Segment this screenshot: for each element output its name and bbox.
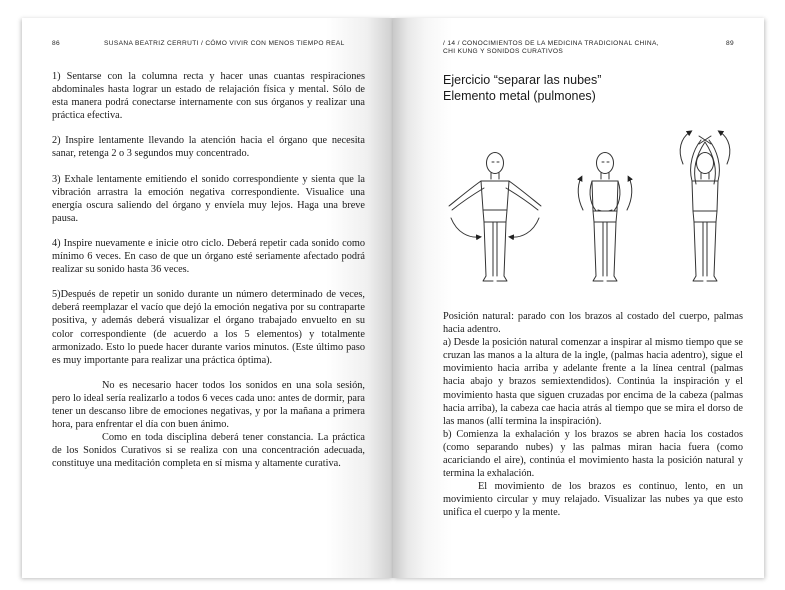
right-body-text xyxy=(443,310,743,520)
left-page xyxy=(22,18,393,578)
step-3-paragraph: 3) Exhale lentamente emitiendo el sonido correspondiente y sienta que la vibración arrastra la emoción negativa correspondiente. Visualice una energía oscura saliendo del órgano y envíela muy lejos. Haga una breve pausa. xyxy=(52,173,365,224)
right-running-title-line-1: / 14 / CONOCIMIENTOS DE LA MEDICINA TRADICIONAL CHINA, xyxy=(443,40,659,47)
closing-paragraph: El movimiento de los brazos es continuo, lento, en un movimiento circular y muy relajado. Visualizar las nubes ya que esto unifica el cuerpo y la mente. xyxy=(443,481,743,519)
step-2-paragraph: 2) Inspire lentamente llevando la atención hacia el órgano que necesita sanar, retenga 2 o 3 segundos muy concentrado. xyxy=(52,135,365,160)
step-4-paragraph: 4) Inspire nuevamente e inicie otro ciclo. Deberá repetir cada sonido como mínimo 6 veces. En caso de que un órgano esté seriamente afectado podrá realizar su sonido hasta 36 veces. xyxy=(52,237,365,276)
open-book xyxy=(22,18,764,578)
natural-position-paragraph: Posición natural: parado con los brazos al costado del cuerpo, palmas hacia adentro. xyxy=(443,311,743,336)
right-running-title-line-2: CHI KUNG Y SONIDOS CURATIVOS xyxy=(443,48,564,55)
figure-arms-open xyxy=(449,153,541,282)
left-page-number: 86 xyxy=(52,40,61,47)
step-b-paragraph: b) Comienza la exhalación y los brazos se abren hacia los costados (como separando nubes) y las palmas miran hacia fuera (como acariciando el aire), continúa el movimiento hasta la posición natural y termina la exhalación. xyxy=(443,428,743,480)
right-page xyxy=(393,18,764,578)
closing-paragraph-1: No es necesario hacer todos los sonidos en una sola sesión, pero lo ideal sería realizarlo a todos 6 veces cada uno: antes de dormir, para tener un descanso libre de emociones negativas, y por la mañana a primera hora, para enfrentar el día con buen ánimo. xyxy=(52,379,365,431)
left-running-title: SUSANA BEATRIZ CERRUTI / CÓMO VIVIR CON MENOS TIEMPO REAL xyxy=(104,40,345,47)
exercise-heading xyxy=(443,72,601,104)
left-body-text xyxy=(52,70,365,470)
exercise-title: Ejercicio “separar las nubes” xyxy=(443,73,602,87)
right-running-title xyxy=(443,40,693,56)
closing-paragraph-2: Como en toda disciplina deberá tener constancia. La práctica de los Sonidos Curativos si se realiza con una concentración adecuada, constituye una meditación completa en sí misma y altamente curativa. xyxy=(52,432,365,470)
right-page-number: 89 xyxy=(725,40,734,47)
figure-hands-crossed-high xyxy=(680,132,730,281)
step-a-paragraph: a) Desde la posición natural comenzar a inspirar al mismo tiempo que se cruzan las manos a la altura de la ingle, (palmas hacia adentro), sigue el movimiento hacia arriba y adelante frente a la línea central (palmas hacia abajo y brazos semiextendidos). Continúa la inspiración y el movimiento hasta que siguen cruzadas por encima de la cabeza (palmas hacia arriba), la cabeza cae hacia atrás al tiempo que se mira el dorso de las manos (allí termina la inspiración). xyxy=(443,337,743,427)
exercise-illustration xyxy=(443,118,743,308)
step-1-paragraph: 1) Sentarse con la columna recta y hacer unas cuantas respiraciones abdominales hasta lograr un estado de relajación física y mental. Sólo de esta manera podrá conectarse internamente con sus órganos y realizar una práctica efectiva. xyxy=(52,71,365,122)
step-5-paragraph: 5)Después de repetir un sonido durante un número determinado de veces, deberá reemplazar el vacío que dejó la emoción negativa por su contraparte positiva, y además deberá visualizar el órgano trabajado envuelto en su color correspondiente (de acuerdo a los 5 elementos) y totalmente armonizado. Esto lo puede hacer durante varios minutos. (Este último paso es muy importante para realizar una práctica óptima). xyxy=(52,289,365,366)
figure-hands-crossed-low xyxy=(578,153,632,282)
exercise-subtitle: Elemento metal (pulmones) xyxy=(443,89,596,103)
